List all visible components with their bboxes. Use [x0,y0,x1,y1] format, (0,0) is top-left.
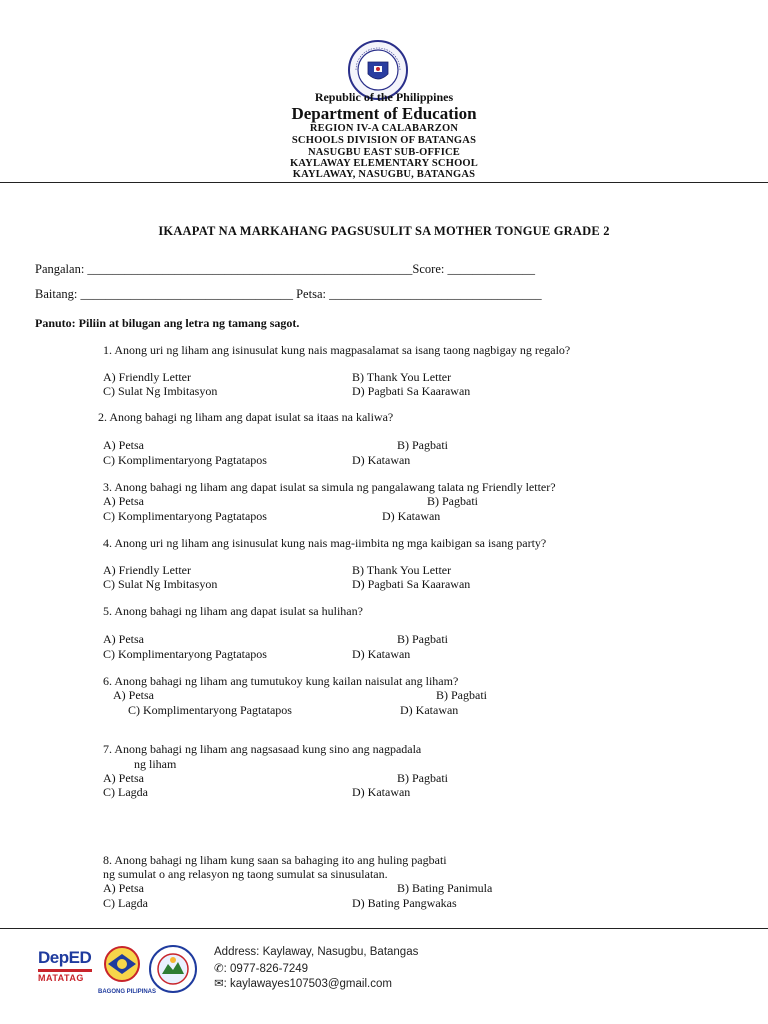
q4-option-d: D) Pagbati Sa Kaarawan [352,577,471,591]
q1-option-a: A) Friendly Letter [103,370,191,384]
q5-option-a: A) Petsa [103,632,144,646]
q1-option-d: D) Pagbati Sa Kaarawan [352,384,471,398]
q3-option-d: D) Katawan [382,509,441,523]
q3-option-b: B) Pagbati [427,494,478,508]
q7-option-a: A) Petsa [103,771,144,785]
question-7-continued: ng liham [134,757,177,771]
q5-option-c: C) Komplimentaryong Pagtatapos [103,647,267,661]
q6-option-d: D) Katawan [400,703,459,717]
exam-title: IKAAPAT NA MARKAHANG PAGSUSULIT SA MOTHER TONGUE GRADE 2 [158,224,610,238]
q5-option-d: D) Katawan [352,647,411,661]
header-address: KAYLAWAY, NASUGBU, BATANGAS [292,169,476,180]
q2-option-d: D) Katawan [352,453,411,467]
question-6: 6. Anong bahagi ng liham ang tumutukoy kung kailan naisulat ang liham? [103,674,459,688]
header-suboffice: NASUGBU EAST SUB-OFFICE [307,147,461,158]
grade-date-field: Baitang: __________________________________ Petsa: __________________________________ [35,287,542,301]
footer-email: ✉: kaylawayes107503@gmail.com [214,978,392,990]
name-score-field: Pangalan: ____________________________________________________Score: ______________ [35,262,535,276]
header-school: KAYLAWAY ELEMENTARY SCHOOL [289,158,479,169]
deped-matatag-logo [38,948,94,992]
q3-option-c: C) Komplimentaryong Pagtatapos [103,509,267,523]
q2-option-c: C) Komplimentaryong Pagtatapos [103,453,267,467]
q5-option-b: B) Pagbati [397,632,448,646]
q4-option-a: A) Friendly Letter [103,563,191,577]
footer-address: Address: Kaylaway, Nasugbu, Batangas [214,946,419,958]
bagong-pilipinas-logo [98,944,157,995]
q4-option-c: C) Sulat Ng Imbitasyon [103,577,218,591]
question-8-continued: ng sumulat o ang relasyon ng taong sumulat sa sinusulatan. [103,867,388,881]
bagong-pilipinas-caption: BAGONG PILIPINAS [98,989,157,995]
question-8: 8. Anong bahagi ng liham kung saan sa bahaging ito ang huling pagbati [103,853,447,867]
q2-option-b: B) Pagbati [397,438,448,452]
q6-option-a: A) Petsa [113,688,154,702]
department-title: Department of Education [291,104,477,123]
q3-option-a: A) Petsa [103,494,144,508]
q6-option-b: B) Pagbati [436,688,487,702]
instruction: Panuto: Piliin at bilugan ang letra ng tamang sagot. [35,316,300,330]
q1-option-b: B) Thank You Letter [352,370,452,384]
q7-option-b: B) Pagbati [397,771,448,785]
school-seal-icon [148,944,198,994]
q8-option-d: D) Bating Pangwakas [352,896,457,910]
question-2: 2. Anong bahagi ng liham ang dapat isulat sa itaas na kaliwa? [98,410,394,424]
school-seal-logo [148,944,198,994]
header-divider [0,182,768,183]
q7-option-d: D) Katawan [352,785,411,799]
q4-option-b: B) Thank You Letter [352,563,452,577]
header-region: REGION IV-A CALABARZON [309,123,459,134]
q6-option-c: C) Komplimentaryong Pagtatapos [128,703,292,717]
deped-logo-text: DepED [38,948,92,967]
q8-option-a: A) Petsa [103,881,144,895]
q7-option-c: C) Lagda [103,785,148,799]
q1-option-c: C) Sulat Ng Imbitasyon [103,384,218,398]
question-3: 3. Anong bahagi ng liham ang dapat isulat sa simula ng pangalawang talata ng Friendly letter? [103,480,556,494]
republic-line: Republic of the Philippines [314,90,454,104]
question-5: 5. Anong bahagi ng liham ang dapat isulat sa hulihan? [103,604,363,618]
matatag-logo-text: MATATAG [38,973,84,983]
footer-divider [0,928,768,929]
question-1: 1. Anong uri ng liham ang isinusulat kung nais magpasalamat sa isang taong nagbigay ng regalo? [103,343,571,357]
q2-option-a: A) Petsa [103,438,144,452]
q8-option-b: B) Bating Panimula [397,881,493,895]
question-7: 7. Anong bahagi ng liham ang nagsasaad kung sino ang nagpadala [103,742,422,756]
footer-phone: ✆: 0977-826-7249 [214,963,309,975]
header-division: SCHOOLS DIVISION OF BATANGAS [291,135,477,146]
question-4: 4. Anong uri ng liham ang isinusulat kung nais mag-iimbita ng mga kaibigan sa isang party? [103,536,547,550]
q8-option-c: C) Lagda [103,896,148,910]
bagong-pilipinas-emblem-icon [98,944,146,984]
